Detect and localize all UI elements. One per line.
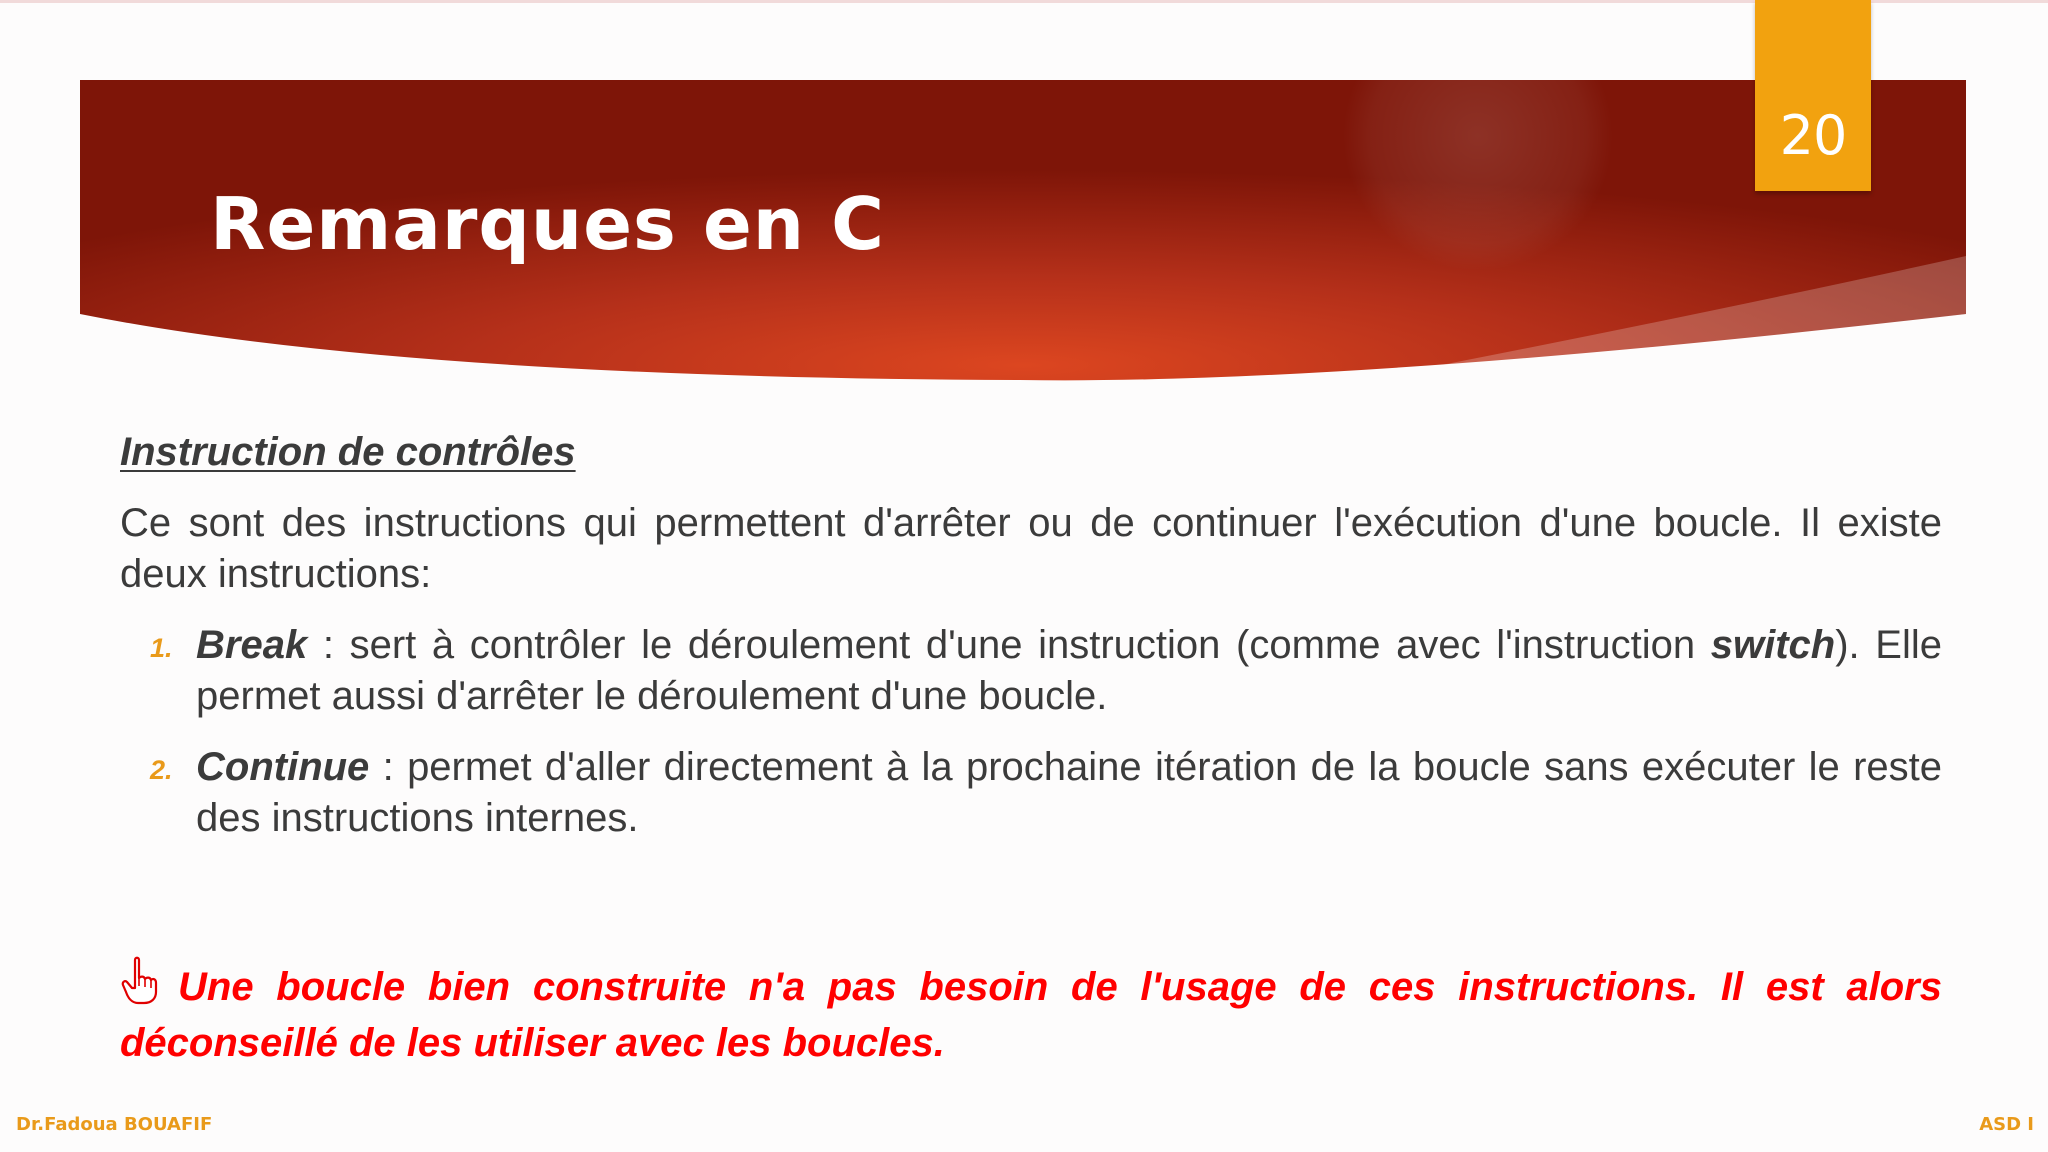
list-number: 2.	[150, 755, 173, 785]
list-item-continue	[120, 742, 1942, 844]
item-text: ). Elle permet aussi d'arrêter le déroulement d'une boucle.	[196, 623, 1943, 718]
item-text: : sert à contrôler le déroulement d'une instruction (comme avec l'instruction	[307, 623, 1711, 667]
footer-course: ASD I	[1979, 1114, 2034, 1135]
keyword-switch: switch	[1710, 623, 1836, 667]
list-number: 1.	[150, 633, 173, 663]
item-text: : permet d'aller directement à la prochaine itération de la boucle sans exécuter le reste des instructions internes.	[196, 745, 1942, 840]
pointing-hand-icon	[120, 956, 160, 1006]
list-item-break	[120, 620, 1942, 722]
section-subheading: Instruction de contrôles	[120, 430, 576, 474]
footer-author: Dr.Fadoua BOUAFIF	[16, 1114, 213, 1135]
slide-number: 20	[1779, 104, 1847, 167]
slide-title: Remarques en C	[210, 182, 885, 266]
intro-paragraph: Ce sont des instructions qui permettent d'arrêter ou de continuer l'exécution d'une boucle. Il existe deux instructions:	[120, 501, 1942, 596]
instruction-list	[120, 620, 1942, 844]
keyword-continue: Continue	[196, 745, 370, 789]
keyword-break: Break	[196, 623, 308, 667]
warning-note	[120, 956, 1942, 1071]
note-text: Une boucle bien construite n'a pas besoin de l'usage de ces instructions. Il est alors déconseillé de les utiliser avec les boucles.	[120, 965, 1942, 1065]
slide-number-badge	[1755, 0, 1871, 191]
slide-content	[120, 426, 1942, 864]
